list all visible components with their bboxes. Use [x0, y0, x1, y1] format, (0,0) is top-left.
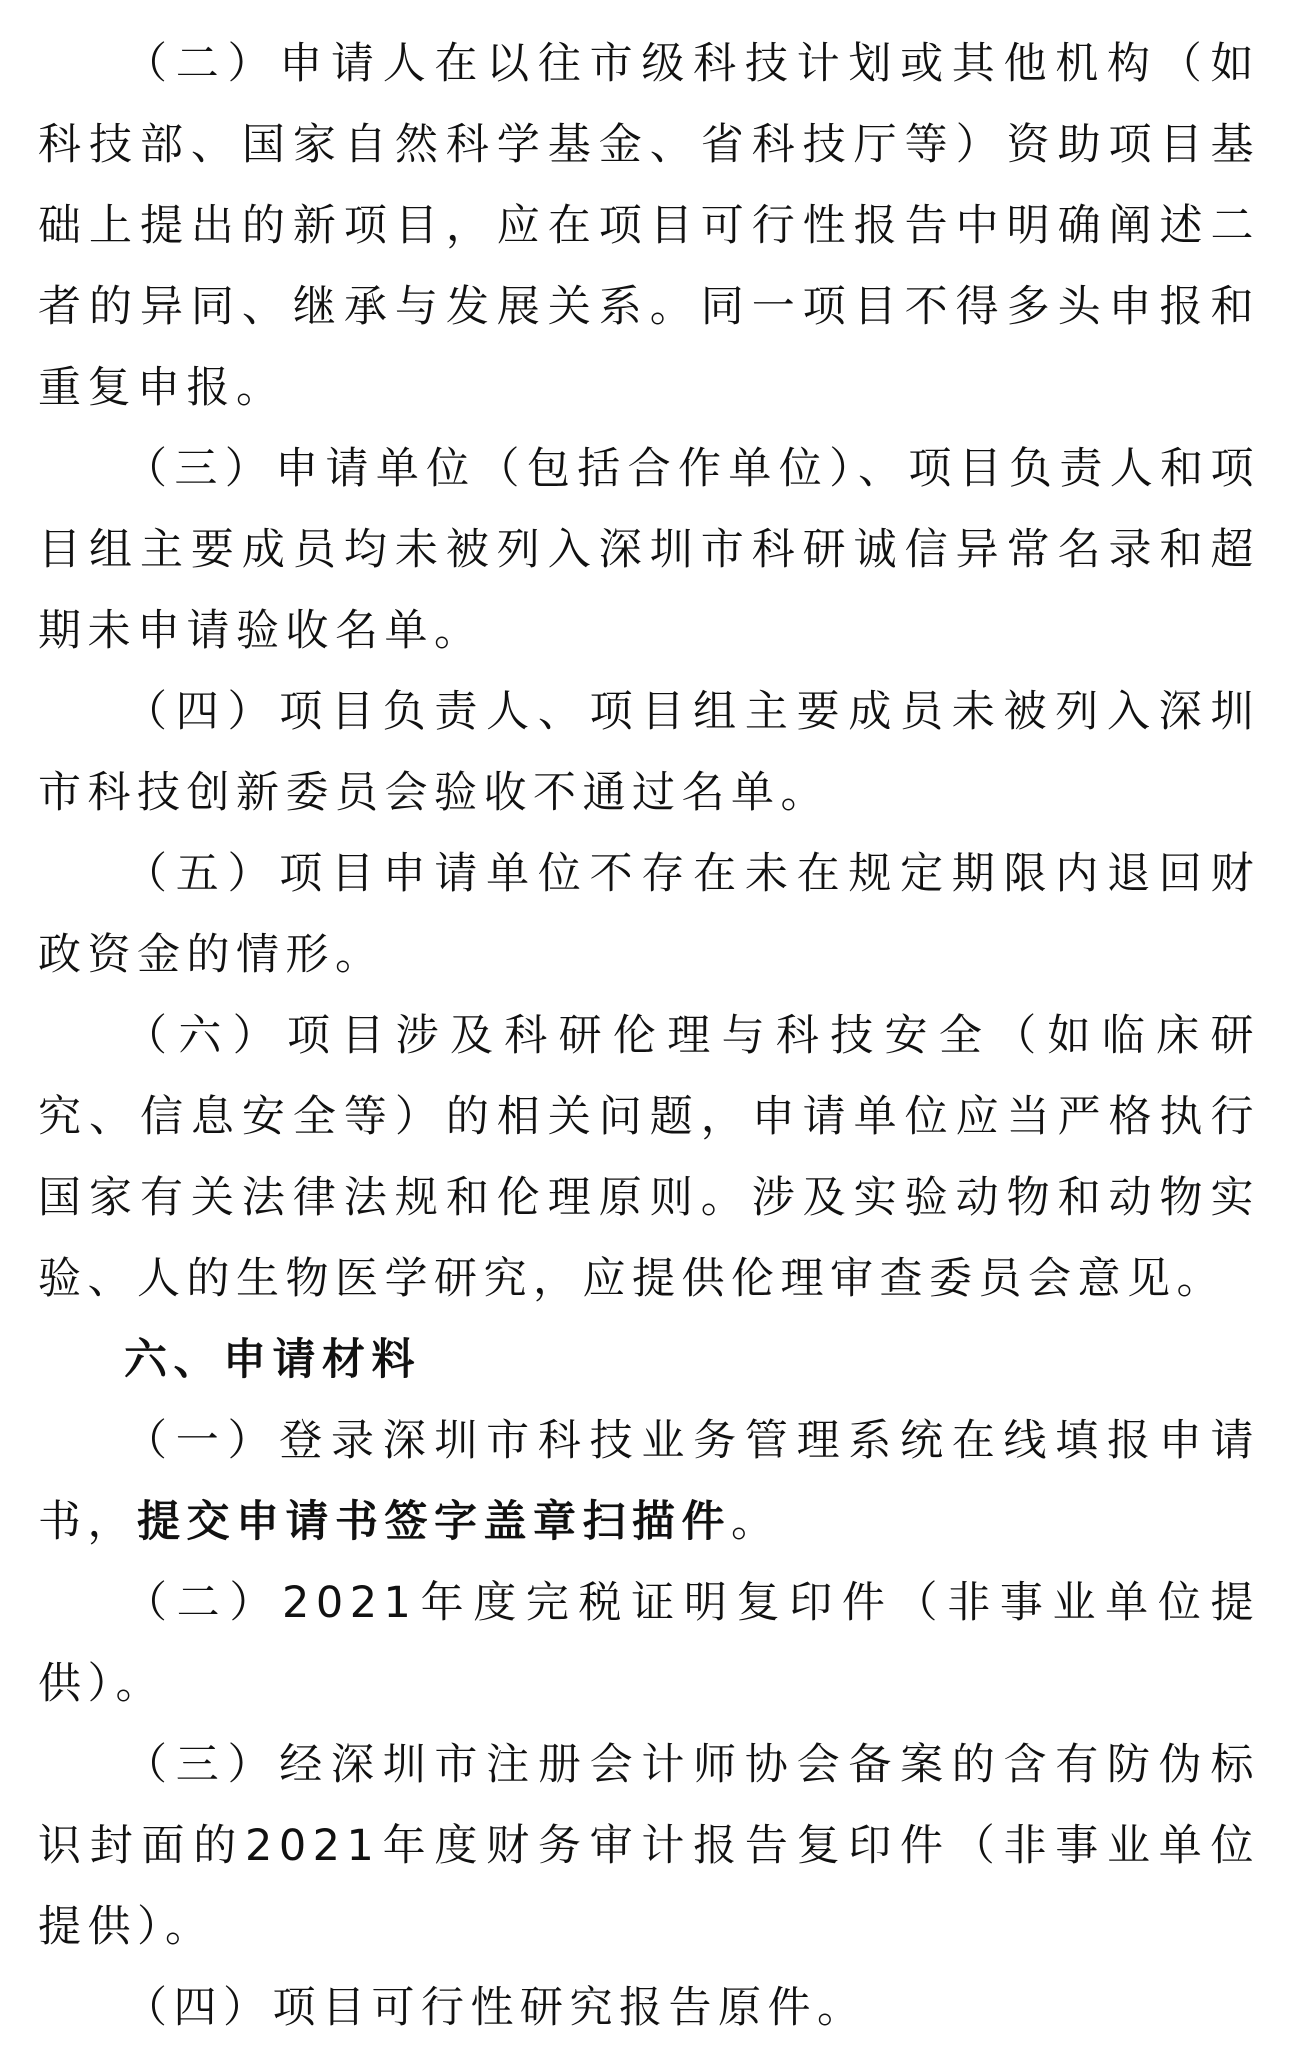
material-item-1-bold: 提交申请书签字盖章扫描件: [137, 1497, 731, 1547]
material-item-4: （四）项目可行性研究报告原件。: [124, 1983, 867, 2033]
material-item-1-tail: 。: [731, 1497, 781, 1547]
paragraph-6: （六）项目涉及科研伦理与科技安全（如临床研究、信息安全等）的相关问题，申请单位应当严格执行国家有关法律法规和伦理原则。涉及实验动物和动物实验、人的生物医学研究，应提供伦理审查委员会意见。: [38, 1011, 1260, 1304]
paragraph-4: （四）项目负责人、项目组主要成员未被列入深圳市科技创新委员会验收不通过名单。: [38, 687, 1260, 818]
paragraph-5: （五）项目申请单位不存在未在规定期限内退回财政资金的情形。: [38, 849, 1260, 980]
section-heading: 六、申请材料: [124, 1335, 421, 1385]
paragraph-2: （二）申请人在以往市级科技计划或其他机构（如科技部、国家自然科学基金、省科技厅等）资助项目基础上提出的新项目，应在项目可行性报告中明确阐述二者的异同、继承与发展关系。同一项目不得多头申报和重复申报。: [38, 39, 1260, 413]
material-item-3: （三）经深圳市注册会计师协会备案的含有防伪标识封面的2021年度财务审计报告复印件（非事业单位提供）。: [38, 1740, 1260, 1952]
material-item-1-text: （一）登录深圳市科技业务管理系统在线填报申请书，: [38, 1416, 1260, 1547]
material-item-1: [38, 1401, 1260, 1563]
document-page: [38, 24, 1260, 2049]
material-item-2: （二）2021年度完税证明复印件（非事业单位提供）。: [38, 1578, 1260, 1709]
paragraph-3: （三）申请单位（包括合作单位）、项目负责人和项目组主要成员均未被列入深圳市科研诚信异常名录和超期未申请验收名单。: [38, 444, 1260, 656]
